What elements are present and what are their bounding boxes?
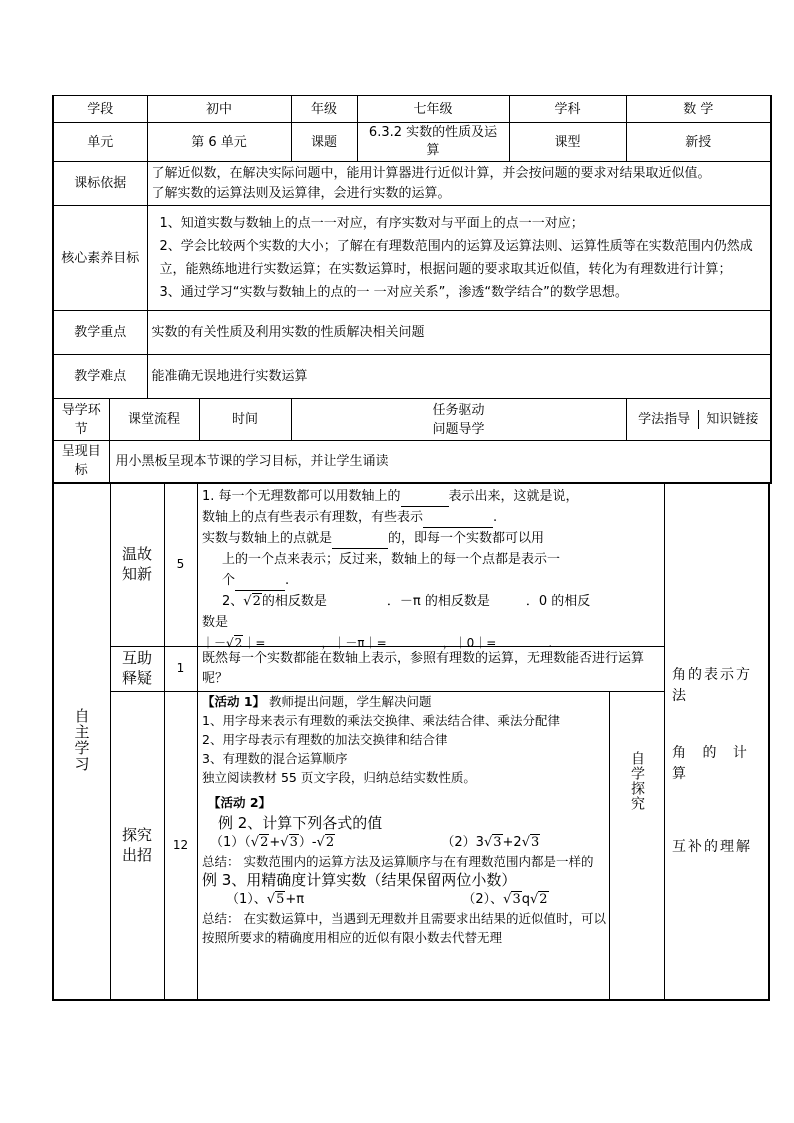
label-grade: 年级 — [291, 96, 357, 123]
review-content: 1. 每一个无理数都可以用数轴上的 表示出来，这就是说， 数轴上的点有些表示有理数，有些表示 . 实数与数轴上的点就是 的，即每一个实数都可以用 上的一个点来表示；反过来，数轴上的每一个点都是表示一 个 . 2、√2的相反数是 ．－π 的相反数是 ．0 的相反 数是 ｜－√2｜= ，｜－π｜= ，｜0｜= . — [202, 488, 591, 650]
core-line-3: 3、通过学习“实数与数轴上的点的一 一对应关系”，渗透“数学结合”的数学思想。 — [159, 285, 628, 300]
standard-row — [53, 162, 771, 206]
link-supplementary: 互补的理解 — [672, 838, 752, 855]
focus-row — [53, 311, 771, 355]
col-time: 时间 — [199, 399, 291, 441]
help-time: 1 — [176, 661, 185, 675]
label-topic: 课题 — [291, 123, 357, 162]
lesson-plan — [52, 95, 770, 1001]
label-subject: 学科 — [509, 96, 626, 123]
core-row — [53, 206, 771, 311]
review-label: 温故知新 — [121, 544, 152, 583]
focus-label: 教学重点 — [53, 311, 147, 355]
method-cell: 自学探究 — [629, 750, 645, 811]
column-header-row — [53, 399, 771, 441]
present-content: 用小黑板呈现本节课的学习目标，并让学生诵读 — [109, 441, 771, 483]
link-angle-calculation: 角 的 计 算 — [672, 744, 753, 782]
self-study-label: 自主学习 — [72, 708, 91, 772]
help-label: 互助释疑 — [121, 649, 152, 687]
value-topic: 6.3.2 实数的性质及运算 — [357, 123, 509, 162]
explore-time: 12 — [172, 837, 189, 852]
col-links: 知识链接 — [698, 410, 766, 429]
label-lesson-type: 课型 — [509, 123, 626, 162]
present-row — [53, 441, 771, 483]
value-stage: 初中 — [147, 96, 291, 123]
difficulty-content: 能准确无误地进行实数运算 — [147, 355, 771, 399]
sqrt2-expression: √2 — [243, 593, 261, 609]
header-row-1 — [53, 96, 771, 123]
core-line-2: 2、学会比较两个实数的大小；了解在有理数范围内的运算及运算法则、运算性质等在实数范围内仍然成立，能熟练地进行实数运算；在实数运算时，根据问题的要求取其近似值，转化为有理数进行计算； — [159, 239, 753, 277]
knowledge-links — [672, 665, 762, 858]
difficulty-label: 教学难点 — [53, 355, 147, 399]
col-method: 学法指导 — [638, 412, 691, 427]
label-unit: 单元 — [53, 123, 147, 162]
self-study-block — [52, 482, 770, 1001]
focus-content: 实数的有关性质及利用实数的性质解决相关问题 — [147, 311, 771, 355]
col-method-and-links — [626, 399, 771, 441]
difficulty-row — [53, 355, 771, 399]
standard-label: 课标依据 — [53, 162, 147, 206]
example3-expressions: （1）、√5+π （2）、√3q√2 — [226, 891, 548, 907]
explore-label: 探究出招 — [121, 825, 152, 864]
value-subject: 数 学 — [626, 96, 771, 123]
explore-content: 【活动 1】 教师提出问题，学生解决问题 1、用字母来表示有理数的乘法交换律、乘法结合律、乘法分配律 2、用字母表示有理数的加法交换律和结合律 3、有理数的混合运算顺序 独立阅读教材 55 页文字段，归纳总结实数性质。 【活动 2】 例 2、计算下列各式的值 （1）（√2+√3）-√2 （2）3√3+2√3 总结： 实数范围内的运算方法及运算顺序与在有理数范围内都是一样的 例 3、用精确度计算实数（结果保留两位小数） （1）、√5+π （2）、√3q√2 总结： 在实数运算中，当遇到无理数并且需要求出结果的近似值时，可以按照所要求的精确度用相应的近似有限小数去代替无理 — [202, 693, 606, 945]
link-angle-representation: 角的表示方法 — [672, 666, 752, 704]
present-label: 呈现目标 — [53, 441, 109, 483]
core-label: 核心素养目标 — [53, 206, 147, 311]
core-content — [147, 206, 771, 311]
standard-content — [147, 162, 771, 206]
col-guide: 导学环节 — [53, 399, 109, 441]
standard-line-2: 了解实数的运算法则及运算律，会进行实数的运算。 — [151, 185, 451, 201]
value-unit: 第 6 单元 — [147, 123, 291, 162]
help-content: 既然每一个实数都能在数轴上表示，参照有理数的运算，无理数能否进行运算呢？ — [202, 650, 645, 686]
core-line-1: 1、知道实数与数轴上的点一一对应，有序实数对与平面上的点一一对应； — [159, 216, 584, 231]
label-stage: 学段 — [53, 96, 147, 123]
review-time: 5 — [176, 556, 185, 571]
header-row-2 — [53, 123, 771, 162]
example2-expressions: （1）（√2+√3）-√2 （2）3√3+2√3 — [210, 834, 540, 850]
lesson-plan-table — [52, 95, 772, 484]
value-lesson-type: 新授 — [626, 123, 771, 162]
col-process: 课堂流程 — [109, 399, 199, 441]
col-task: 任务驱动 问题导学 — [291, 399, 626, 441]
standard-line-1: 了解近似数，在解决实际问题中，能用计算器进行近似计算，并会按问题的要求对结果取近似值。 — [151, 165, 711, 181]
value-grade: 七年级 — [357, 96, 509, 123]
